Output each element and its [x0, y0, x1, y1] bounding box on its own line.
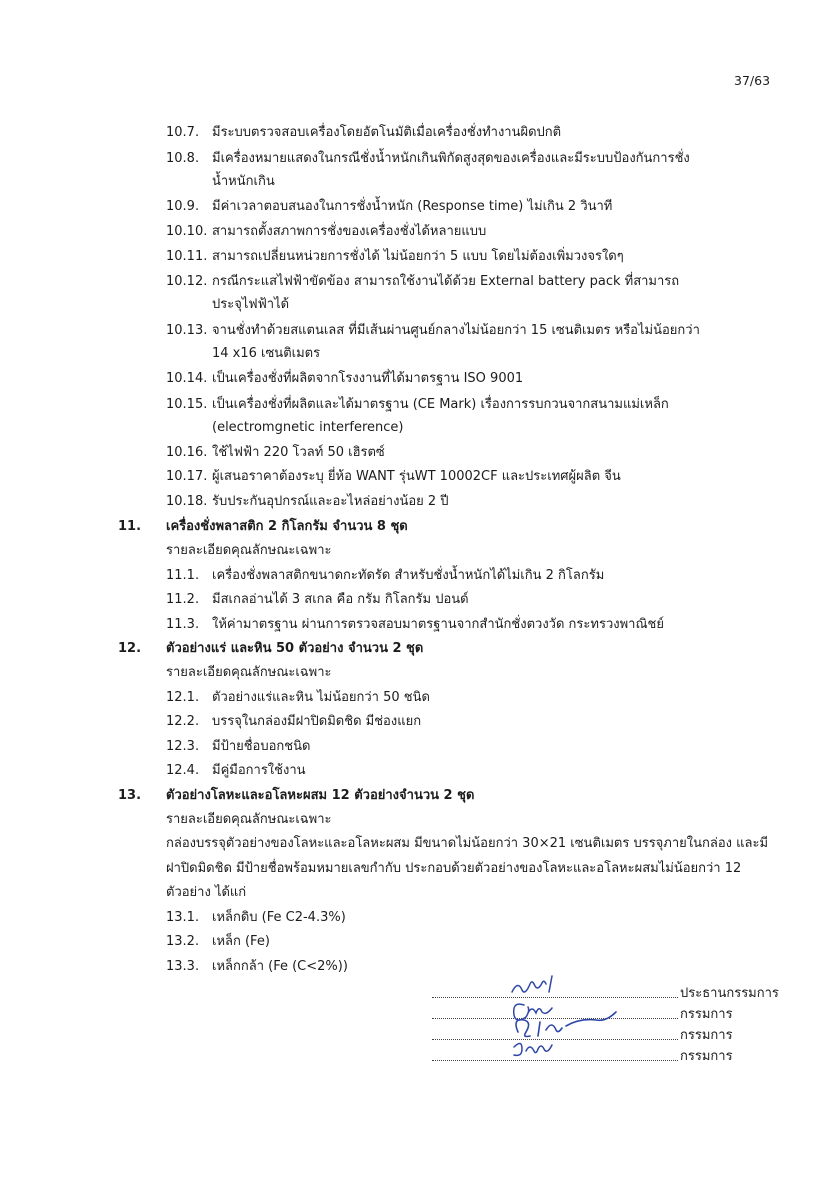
list-item: 12.1. ตัวอย่างแร่และหิน ไม่น้อยกว่า 50 ชนิด	[166, 690, 430, 705]
list-item: 10.15. เป็นเครื่องชั่งที่ผลิตและได้มาตรฐาน (CE Mark) เรื่องการรบกวนจากสนามแม่เหล็ก	[166, 397, 669, 412]
list-item: 10.14. เป็นเครื่องชั่งที่ผลิตจากโรงงานที่ได้มาตรฐาน ISO 9001	[166, 371, 524, 386]
list-item: 10.9. มีค่าเวลาตอบสนองในการชั่งน้ำหนัก (Response time) ไม่เกิน 2 วินาที	[166, 199, 613, 214]
list-item-continuation: (electromgnetic interference)	[212, 420, 404, 435]
list-item: 12.4. มีคู่มือการใช้งาน	[166, 763, 306, 778]
paragraph-line: ตัวอย่าง ได้แก่	[166, 885, 247, 900]
signature-role: กรรมการ	[680, 1049, 733, 1064]
list-item-continuation: 14 x16 เซนติเมตร	[212, 346, 321, 361]
signature-role: ประธานกรรมการ	[680, 986, 779, 1001]
list-item: 13.1. เหล็กดิบ (Fe C2-4.3%)	[166, 910, 346, 925]
paragraph-line: ฝาปิดมิดชิด มีป้ายชื่อพร้อมหมายเลขกำกับ ประกอบด้วยตัวอย่างของโลหะและอโลหะผสมไม่น้อยกว่า 12	[166, 861, 742, 876]
paragraph-line: กล่องบรรจุตัวอย่างของโลหะและอโลหะผสม มีขนาดไม่น้อยกว่า 30×21 เซนติเมตร บรรจุภายในกล่อง และมี	[166, 836, 769, 851]
spec-heading: รายละเอียดคุณลักษณะเฉพาะ	[166, 812, 332, 827]
list-item: 12.2. บรรจุในกล่องมีฝาปิดมิดชิด มีช่องแยก	[166, 714, 422, 729]
list-item: 10.18. รับประกันอุปกรณ์และอะไหล่อย่างน้อย 2 ปี	[166, 494, 449, 509]
list-item: 10.17. ผู้เสนอราคาต้องระบุ ยี่ห้อ WANT รุ่นWT 10002CF และประเทศผู้ผลิต จีน	[166, 469, 621, 484]
spec-heading: รายละเอียดคุณลักษณะเฉพาะ	[166, 543, 332, 558]
list-item: 13.2. เหล็ก (Fe)	[166, 934, 270, 949]
list-item: 10.13. จานชั่งทำด้วยสแตนเลส ที่มีเส้นผ่านศูนย์กลางไม่น้อยกว่า 15 เซนติเมตร หรือไม่น้อยกว่า	[166, 323, 700, 338]
section-heading-13: 13. ตัวอย่างโลหะและอโลหะผสม 12 ตัวอย่างจำนวน 2 ชุด	[118, 788, 475, 803]
list-item-continuation: น้ำหนักเกิน	[212, 174, 275, 189]
page-number: 37/63	[734, 73, 771, 88]
signature-mark	[484, 1033, 594, 1067]
list-item: 13.3. เหล็กกล้า (Fe (C<2%))	[166, 959, 348, 974]
signature-role: กรรมการ	[680, 1028, 733, 1043]
list-item: 10.12. กรณีกระแสไฟฟ้าขัดข้อง สามารถใช้งานได้ด้วย External battery pack ที่สามารถ	[166, 274, 680, 289]
list-item: 12.3. มีป้ายชื่อบอกชนิด	[166, 739, 311, 754]
list-item-continuation: ประจุไฟฟ้าได้	[212, 297, 290, 312]
signature-role: กรรมการ	[680, 1007, 733, 1022]
signature-row-member	[432, 1047, 812, 1068]
list-item: 11.3. ให้ค่ามาตรฐาน ผ่านการตรวจสอบมาตรฐานจากสำนักชั่งตวงวัด กระทรวงพาณิชย์	[166, 617, 664, 632]
list-item: 10.8. มีเครื่องหมายแสดงในกรณีชั่งน้ำหนักเกินพิกัดสูงสุดของเครื่องและมีระบบป้องกันการชั่ง	[166, 151, 690, 166]
list-item: 10.11. สามารถเปลี่ยนหน่วยการชั่งได้ ไม่น้อยกว่า 5 แบบ โดยไม่ต้องเพิ่มวงจรใดๆ	[166, 249, 624, 264]
list-item: 10.10. สามารถตั้งสภาพการชั่งของเครื่องชั่งได้หลายแบบ	[166, 224, 487, 239]
signature-block	[432, 984, 812, 1068]
spec-heading: รายละเอียดคุณลักษณะเฉพาะ	[166, 665, 332, 680]
list-item: 10.16. ใช้ไฟฟ้า 220 โวลท์ 50 เฮิรตซ์	[166, 445, 385, 460]
section-heading-12: 12. ตัวอย่างแร่ และหิน 50 ตัวอย่าง จำนวน 2 ชุด	[118, 641, 424, 656]
list-item: 10.7. มีระบบตรวจสอบเครื่องโดยอัตโนมัติเมื่อเครื่องชั่งทำงานผิดปกติ	[166, 125, 562, 140]
list-item: 11.2. มีสเกลอ่านได้ 3 สเกล คือ กรัม กิโลกรัม ปอนด์	[166, 592, 469, 607]
list-item: 11.1. เครื่องชั่งพลาสติกขนาดกะทัดรัด สำหรับชั่งน้ำหนักได้ไม่เกิน 2 กิโลกรัม	[166, 568, 605, 583]
section-heading-11: 11. เครื่องชั่งพลาสติก 2 กิโลกรัม จำนวน 8 ชุด	[118, 519, 408, 534]
